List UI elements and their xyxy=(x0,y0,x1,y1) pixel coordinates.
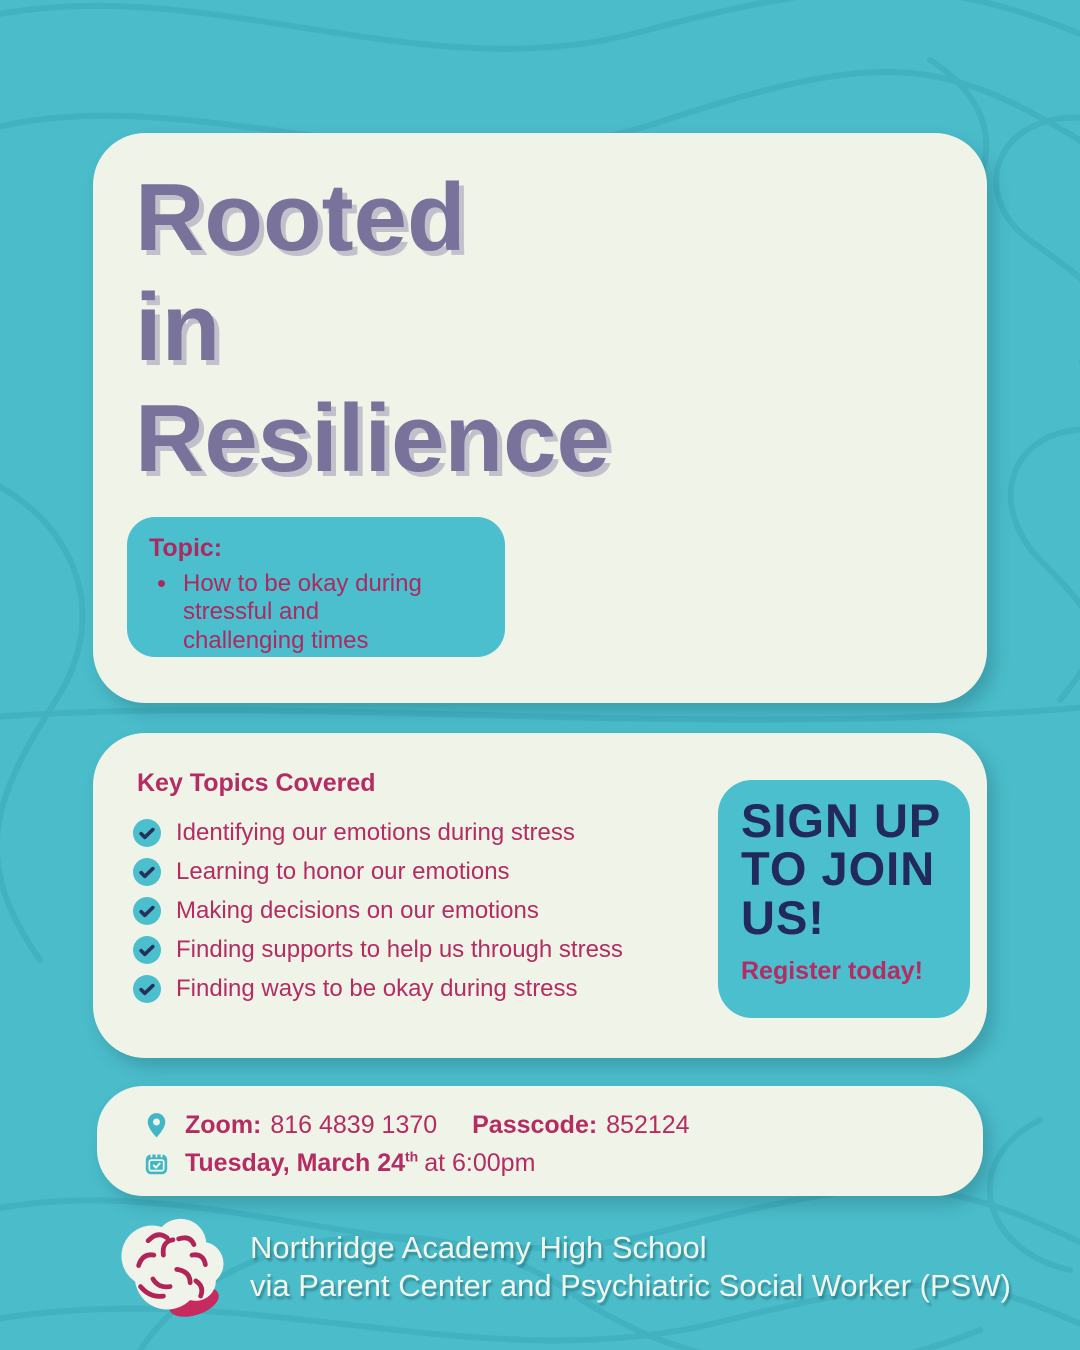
signup-line-3: US! xyxy=(741,890,825,944)
zoom-details-row xyxy=(143,1106,983,1144)
topic-list xyxy=(179,570,437,655)
key-topics-list xyxy=(133,813,623,1008)
topic-label: Topic: xyxy=(149,534,223,562)
zoom-label: Zoom: xyxy=(185,1110,262,1139)
passcode-label: Passcode: xyxy=(472,1110,598,1139)
key-topic-label: Learning to honor our emotions xyxy=(176,857,510,885)
topic-box xyxy=(127,517,505,657)
flyer-title xyxy=(135,163,610,494)
calendar-icon xyxy=(143,1150,170,1177)
location-pin-icon xyxy=(143,1112,170,1139)
key-topic-item xyxy=(133,813,623,852)
date-row xyxy=(143,1144,983,1182)
footer-line-2: via Parent Center and Psychiatric Social Worker (PSW) xyxy=(250,1268,1011,1303)
key-topic-label: Finding supports to help us through stress xyxy=(176,935,623,963)
check-circle-icon xyxy=(133,897,161,925)
check-circle-icon xyxy=(133,936,161,964)
signup-box xyxy=(718,780,970,1018)
check-circle-icon xyxy=(133,858,161,886)
footer-text xyxy=(250,1229,1011,1306)
time-text: at 6:00pm xyxy=(424,1148,536,1177)
title-line-1: Rooted xyxy=(135,164,466,271)
topic-item: • How to be okay during stressful and challenging times xyxy=(179,570,437,655)
key-topic-item xyxy=(133,969,623,1008)
date-ordinal: th xyxy=(405,1148,419,1165)
check-circle-icon xyxy=(133,975,161,1003)
check-circle-icon xyxy=(133,819,161,847)
footer-line-1: Northridge Academy High School xyxy=(250,1229,707,1265)
date-text xyxy=(185,1149,535,1178)
key-topic-label: Finding ways to be okay during stress xyxy=(176,974,578,1002)
passcode-value: 852124 xyxy=(606,1110,690,1139)
details-card xyxy=(97,1086,983,1196)
key-topic-item xyxy=(133,891,623,930)
key-topics-heading: Key Topics Covered xyxy=(137,769,376,797)
key-topic-item xyxy=(133,930,623,969)
title-card xyxy=(93,133,987,703)
brain-icon xyxy=(110,1210,234,1324)
signup-title xyxy=(741,794,970,944)
title-line-3: Resilience xyxy=(135,384,610,492)
title-line-2: in xyxy=(135,274,221,382)
key-topics-card xyxy=(93,733,987,1058)
date-label: Tuesday, March 24 xyxy=(185,1148,405,1177)
signup-line-1: SIGN UP xyxy=(741,794,942,847)
footer xyxy=(110,1210,1011,1324)
signup-line-2: TO JOIN xyxy=(741,842,936,896)
key-topic-label: Making decisions on our emotions xyxy=(176,896,539,924)
key-topic-item xyxy=(133,852,623,891)
key-topic-label: Identifying our emotions during stress xyxy=(176,818,575,846)
zoom-value: 816 4839 1370 xyxy=(270,1110,438,1139)
register-today-label: Register today! xyxy=(741,957,923,986)
zoom-details-text xyxy=(185,1111,690,1140)
